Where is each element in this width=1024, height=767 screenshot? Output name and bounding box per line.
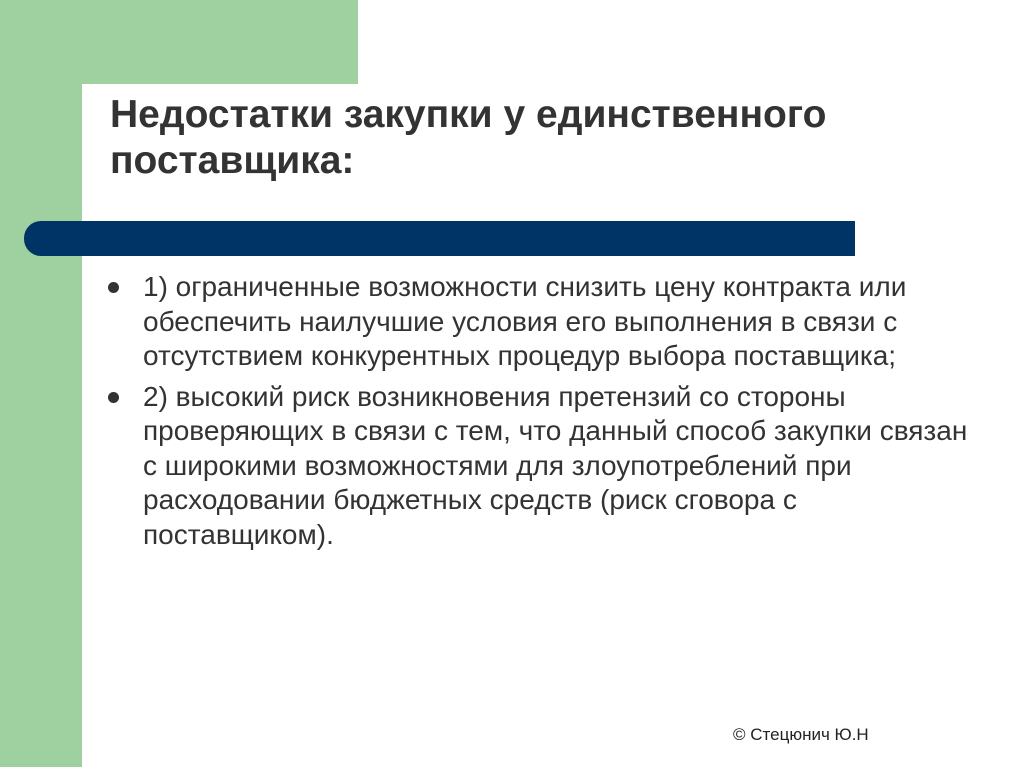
list-item xyxy=(106,380,986,553)
bullet-text: 2) высокий риск возникновения претензий со стороны проверяющих в связи с тем, что данный способ закупки связан с широкими возможностями для злоупотреблений при расходовании бюджетных средств (риск сговора с поставщиком). xyxy=(143,380,968,550)
list-item xyxy=(106,270,986,374)
bullet-dot-icon xyxy=(108,392,119,403)
bullet-dot-icon xyxy=(108,282,119,293)
bullet-list xyxy=(106,270,986,558)
title-divider-bar xyxy=(24,221,855,256)
slide-title: Недостатки закупки у единственного поставщика: xyxy=(110,93,827,182)
copyright-text: © Стецюнич Ю.Н xyxy=(733,725,869,744)
bullet-text: 1) ограниченные возможности снизить цену контракта или обеспечить наилучшие условия его выполнения в связи с отсутствием конкурентных процедур выбора поставщика; xyxy=(143,271,907,371)
